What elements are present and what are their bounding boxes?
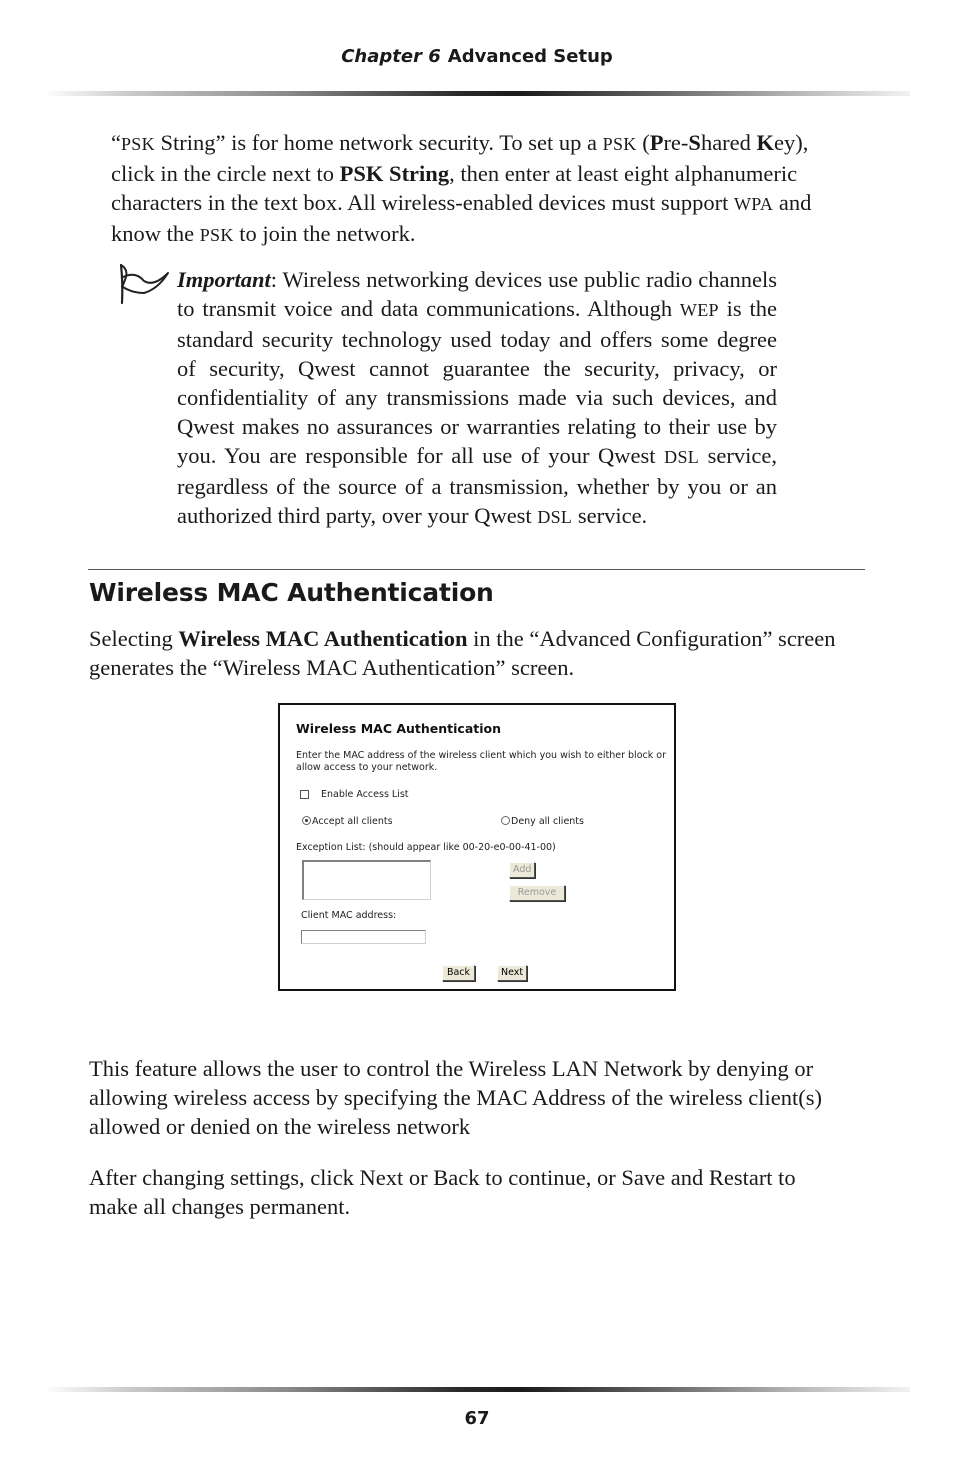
back-button[interactable]: Back — [442, 965, 475, 981]
enable-access-list-label: Enable Access List — [321, 789, 409, 800]
flag-note-icon — [114, 259, 172, 305]
accept-all-label: Accept all clients — [312, 816, 393, 827]
screenshot-description: Enter the MAC address of the wireless client which you wish to either block or allow access to your network. — [296, 750, 666, 773]
chapter-label: Chapter 6 — [341, 46, 441, 67]
header-rule — [44, 91, 910, 96]
section-intro: Selecting Wireless MAC Authentication in the “Advanced Configuration” screen generates the “Wireless MAC Authentication” screen. — [89, 626, 836, 680]
remove-button[interactable]: Remove — [509, 885, 565, 901]
chapter-title: Advanced Setup — [447, 46, 613, 67]
wireless-mac-auth-screenshot — [278, 703, 676, 991]
section-title: Wireless MAC Authentication — [89, 578, 494, 607]
page-number: 67 — [464, 1408, 490, 1429]
feature-paragraph: This feature allows the user to control the Wireless LAN Network by denying or allowing wireless access by specifying the MAC Address of the wireless client(s) allowed or denied on the wireless network — [89, 1056, 822, 1139]
important-note: Important: Wireless networking devices use public radio channels to transmit voice and data communications. Although WEP is the standard security technology used today and offers some degree of security, Qwest cannot guarantee the security, privacy, or confidentiality of any transmissions made via such devices, and Qwest makes no assurances or warranties relating to their use by you. You are responsible for all use of your Qwest DSL service, regardless of the source of a transmission, whether by you or an authorized third party, over your Qwest DSL service. — [177, 267, 777, 528]
accept-all-radio[interactable] — [302, 816, 311, 825]
deny-all-radio[interactable] — [501, 816, 510, 825]
exception-listbox[interactable] — [302, 860, 431, 900]
next-button[interactable]: Next — [497, 965, 527, 981]
psk-paragraph: “PSK String” is for home network security. To set up a PSK (Pre-Shared Key), click in the circle next to PSK String, then enter at least eight alphanumeric characters in the text box. All wireless-enabled devices must support WPA and know the PSK to join the network. — [111, 130, 812, 246]
psk-string-term: PSK String — [339, 161, 450, 186]
enable-access-list-checkbox[interactable] — [300, 790, 309, 799]
footer-rule — [44, 1387, 910, 1392]
deny-all-label: Deny all clients — [511, 816, 584, 827]
exception-list-label: Exception List: (should appear like 00-20-e0-00-41-00) — [296, 842, 556, 853]
section-divider — [88, 569, 865, 570]
important-label: Important — [177, 267, 271, 292]
screenshot-title: Wireless MAC Authentication — [296, 721, 502, 736]
client-mac-label: Client MAC address: — [301, 910, 397, 921]
after-paragraph: After changing settings, click Next or Back to continue, or Save and Restart to make all changes permanent. — [89, 1165, 796, 1219]
running-head — [0, 46, 954, 67]
add-button[interactable]: Add — [509, 862, 535, 878]
client-mac-input[interactable] — [301, 930, 426, 944]
